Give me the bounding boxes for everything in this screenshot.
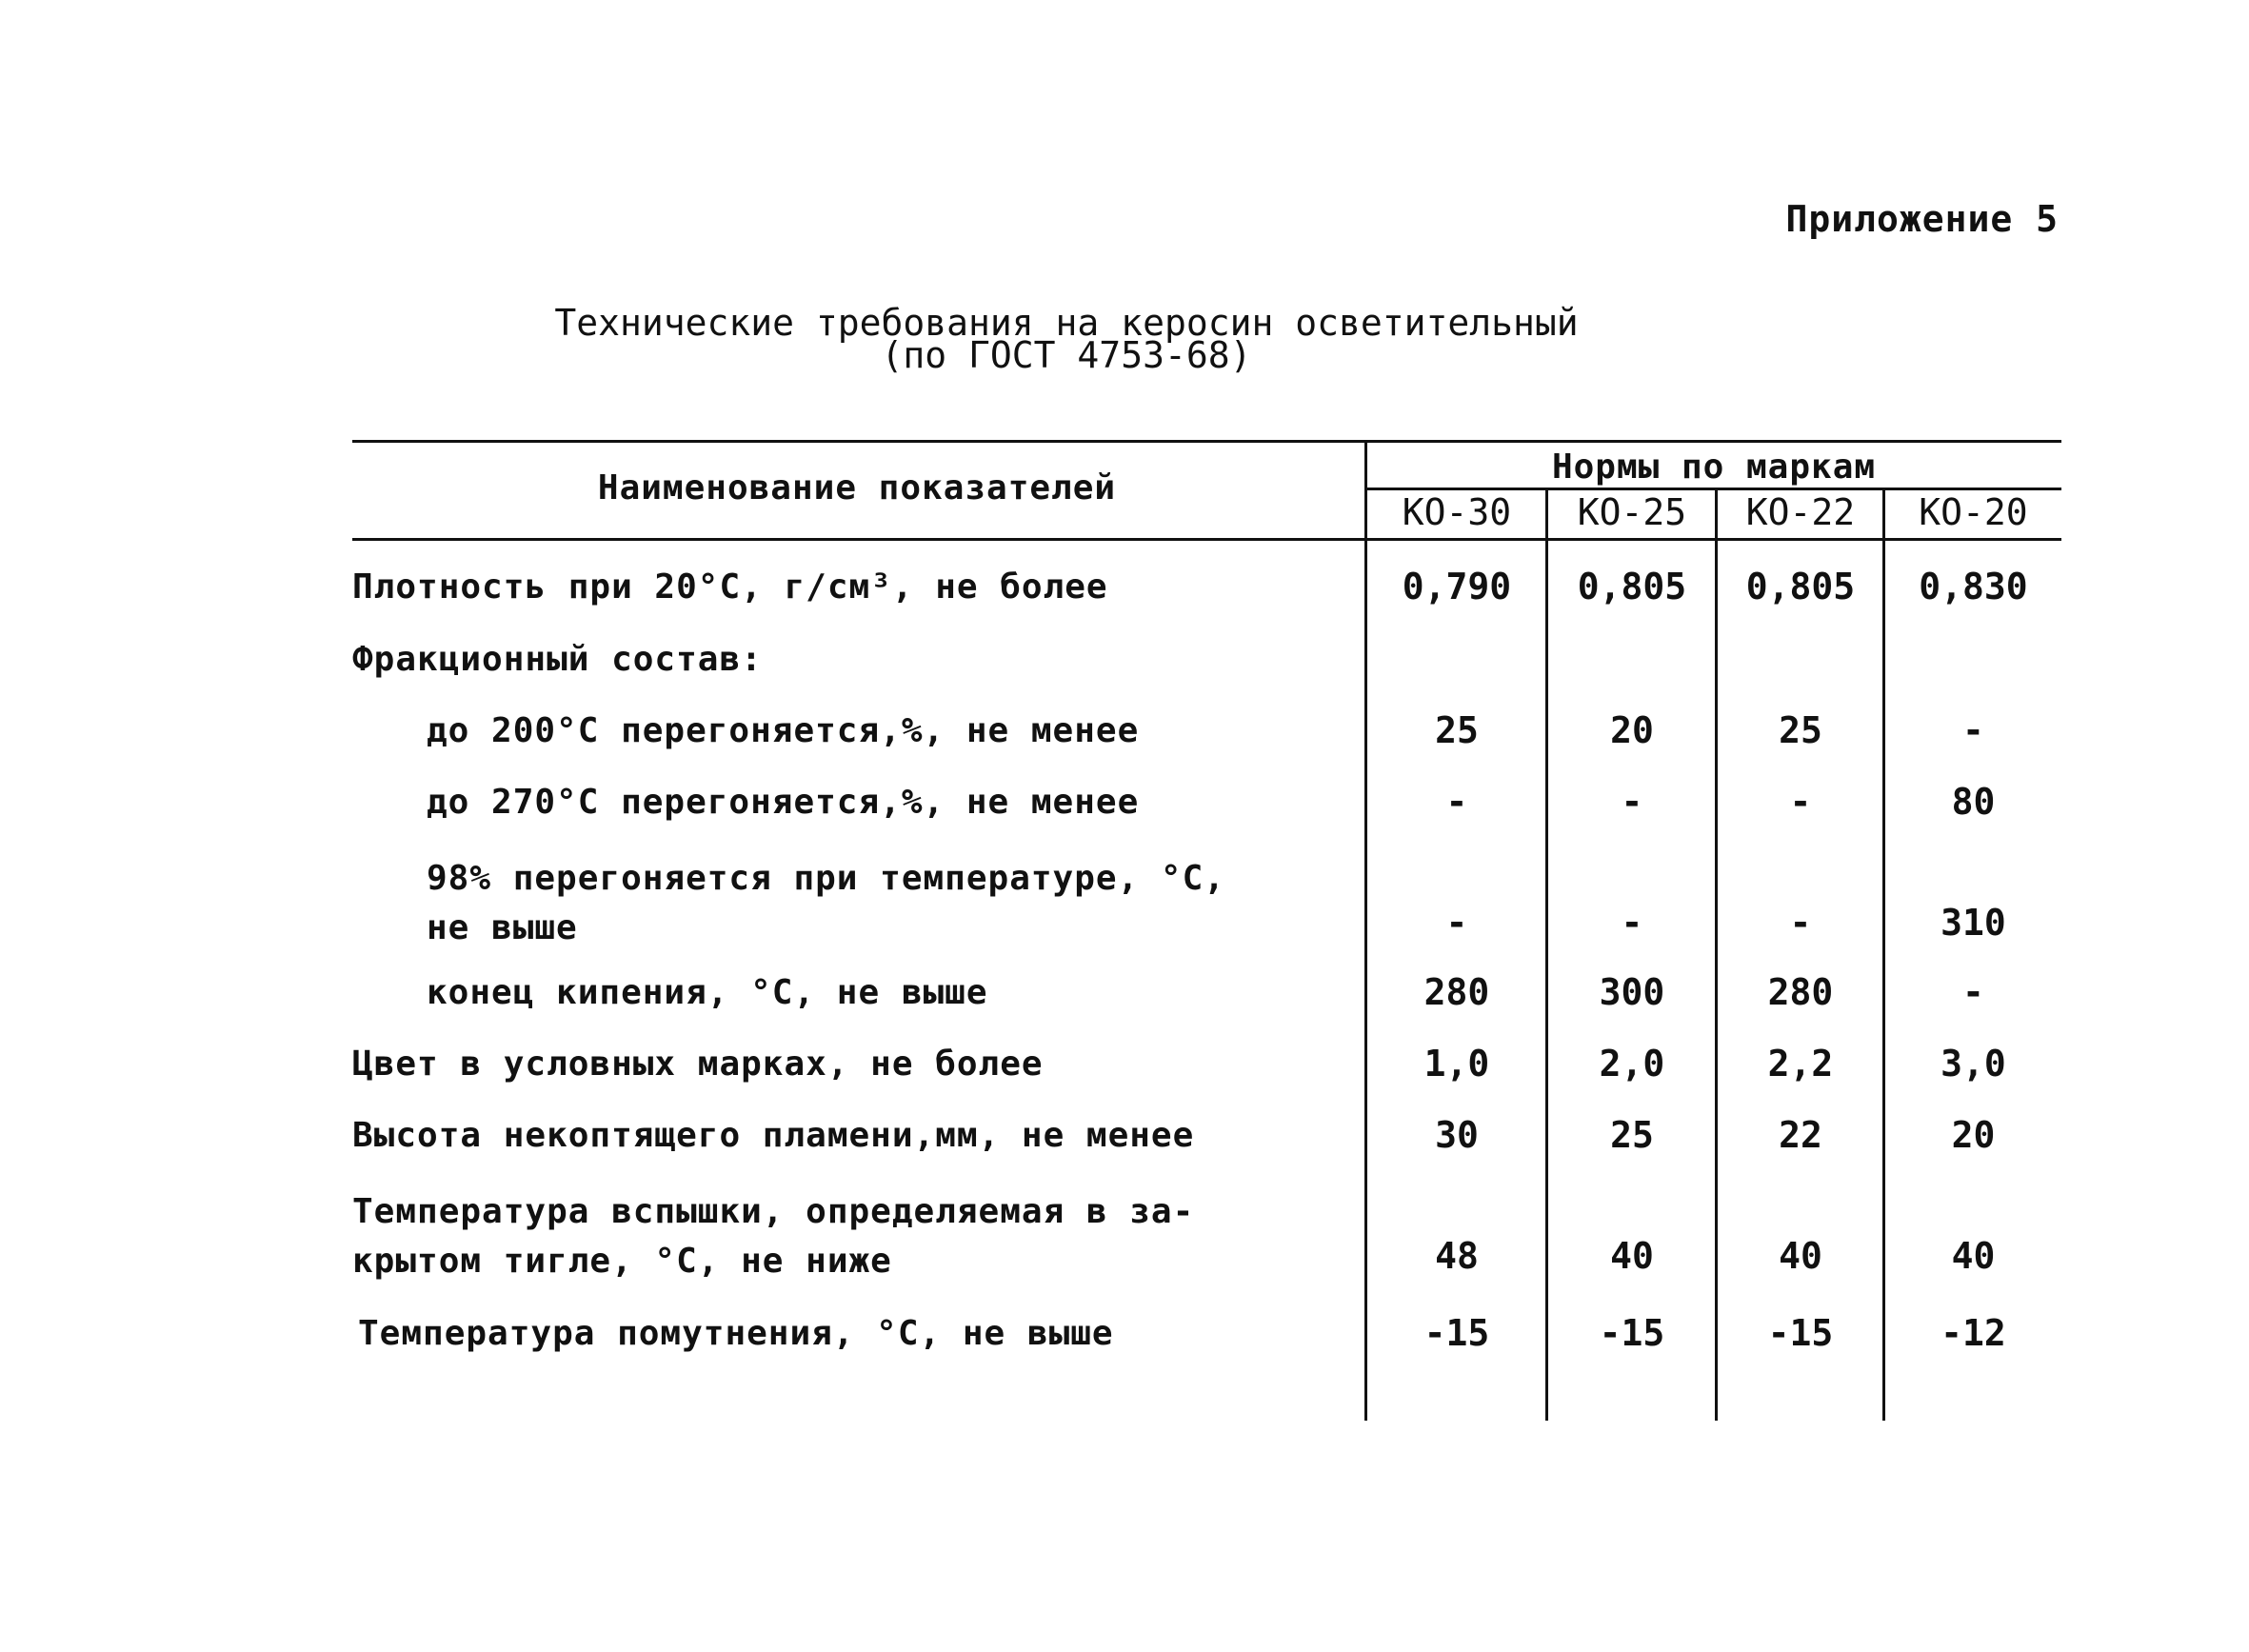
cell-end-boiling-ko30: 280 [1423,971,1490,1013]
cell-distill-270-ko25: - [1621,781,1643,823]
cell-distill-98-ko30: - [1445,902,1468,944]
cell-density-ko22: 0,805 [1745,566,1856,607]
row-label-end-boiling: конец кипения, °С, не выше [427,973,988,1012]
grade-norms-header: Нормы по маркам [1551,448,1877,487]
grade-header-ko20: КО-20 [1919,491,2028,533]
cell-density-ko20: 0,830 [1919,566,2028,607]
cell-flame-height-ko20: 20 [1951,1114,1996,1156]
row-label-distill-98 [427,854,1225,953]
cell-cloud-point-ko25: -15 [1599,1312,1665,1354]
cell-end-boiling-ko20: - [1962,971,1984,1013]
cell-distill-98-ko22: - [1789,902,1812,944]
cell-flash-point-ko25: 40 [1610,1235,1654,1277]
title-line-1: Технические требования на керосин осветительный [554,302,1579,344]
column-divider-3 [1715,488,1718,1421]
cell-cloud-point-ko22: -15 [1767,1312,1834,1354]
row-label-color: Цвет в условных марках, не более [352,1045,1044,1084]
norms-subheader-rule [1366,488,2061,490]
cell-density-ko25: 0,805 [1577,566,1687,607]
cell-flame-height-ko25: 25 [1610,1114,1654,1156]
cell-density-ko30: 0,790 [1402,566,1512,607]
table-top-rule [352,440,2061,443]
grade-header-ko25: КО-25 [1577,491,1687,533]
row-label-cloud-point: Температура помутнения, °С, не выше [358,1314,1114,1353]
cell-flash-point-ko20: 40 [1951,1235,1996,1277]
row-label-distill-98-line2: не выше [427,908,578,947]
cell-distill-270-ko22: - [1789,781,1812,823]
row-label-flash-point-line2: крытом тигле, °С, не ниже [352,1242,892,1281]
cell-distill-200-ko25: 20 [1610,709,1654,751]
cell-cloud-point-ko20: -12 [1941,1312,2006,1354]
cell-flame-height-ko22: 22 [1779,1114,1822,1156]
cell-distill-98-ko25: - [1621,902,1643,944]
row-label-flash-point [352,1187,1194,1286]
indicator-name-header: Наименование показателей [597,468,1117,508]
cell-color-ko30: 1,0 [1423,1043,1490,1085]
document-title [333,302,1800,376]
row-label-distill-98-line1: 98% перегоняется при температуре, °С, [427,859,1225,898]
row-label-flame-height: Высота некоптящего пламени,мм, не менее [352,1116,1195,1155]
requirements-table [352,440,2061,1421]
cell-end-boiling-ko22: 280 [1767,971,1834,1013]
cell-color-ko22: 2,2 [1767,1043,1834,1085]
cell-color-ko20: 3,0 [1941,1043,2006,1085]
cell-distill-98-ko20: 310 [1941,902,2006,944]
cell-end-boiling-ko25: 300 [1599,971,1665,1013]
header-bottom-rule [352,538,2061,541]
cell-distill-200-ko20: - [1962,709,1984,751]
cell-distill-200-ko22: 25 [1779,709,1822,751]
grade-header-ko22: КО-22 [1745,491,1856,533]
title-line-2: (по ГОСТ 4753-68) [881,334,1252,376]
cell-flash-point-ko30: 48 [1435,1235,1479,1277]
column-divider-2 [1545,488,1548,1421]
row-label-fractional-composition: Фракционный состав: [352,640,763,679]
cell-cloud-point-ko30: -15 [1423,1312,1490,1354]
row-label-density: Плотность при 20°С, г/см³, не более [352,567,1108,607]
cell-distill-270-ko20: 80 [1951,781,1996,823]
grade-header-ko30: КО-30 [1402,491,1512,533]
appendix-label: Приложение 5 [1785,198,2059,240]
row-label-distill-200: до 200°С перегоняется,%, не менее [427,711,1140,750]
cell-flash-point-ko22: 40 [1779,1235,1822,1277]
cell-flame-height-ko30: 30 [1435,1114,1479,1156]
cell-distill-200-ko30: 25 [1435,709,1479,751]
column-divider-4 [1882,488,1885,1421]
row-label-flash-point-line1: Температура вспышки, определяемая в за- [352,1192,1195,1231]
cell-color-ko25: 2,0 [1599,1043,1665,1085]
row-label-distill-270: до 270°С перегоняется,%, не менее [427,783,1140,822]
cell-distill-270-ko30: - [1445,781,1468,823]
